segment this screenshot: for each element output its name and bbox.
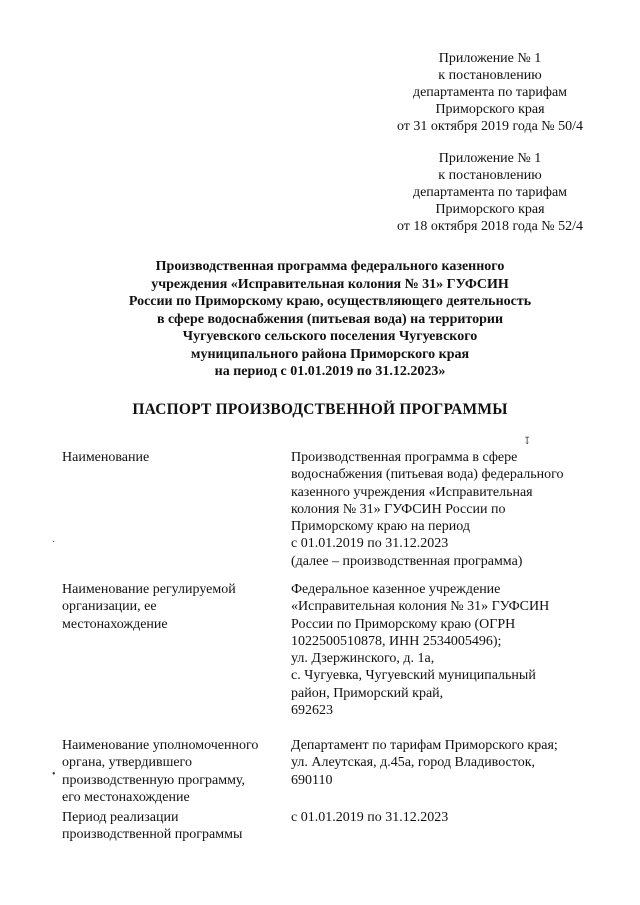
- value-line: с. Чугуевка, Чугуевский муниципальный: [291, 668, 536, 684]
- annex-line: от 18 октября 2018 года № 52/4: [396, 219, 584, 234]
- value-line: район, Приморский край,: [291, 685, 444, 701]
- annex-line: Приморского края: [435, 202, 545, 217]
- row-value: [291, 449, 601, 570]
- label-line: производственную программу,: [62, 772, 246, 788]
- row-label: [62, 809, 282, 844]
- title-line: России по Приморскому краю, осуществляющего деятельность: [128, 294, 532, 309]
- annex-line: от 31 октября 2019 года № 50/4: [396, 119, 584, 134]
- title-line: в сфере водоснабжения (питьевая вода) на территории: [156, 311, 504, 327]
- value-line: с 01.01.2019 по 31.12.2023: [291, 810, 449, 825]
- value-line: России по Приморскому краю (ОГРН: [291, 616, 516, 632]
- label-line: организации, ее: [62, 599, 157, 615]
- row-label: [62, 449, 282, 466]
- label-line: Наименование: [62, 450, 150, 465]
- scan-speck-mark: ↧: [523, 436, 532, 447]
- label-line: Наименование регулируемой: [62, 582, 236, 597]
- scan-speck-mark: ˙: [52, 540, 56, 551]
- value-line: водоснабжения (питьевая вода) федерального: [291, 467, 564, 483]
- value-line: Департамент по тарифам Приморского края;: [291, 738, 558, 753]
- annex-line: Приложение № 1: [438, 151, 542, 166]
- value-line: Приморскому краю на период: [291, 519, 470, 535]
- value-line: с 01.01.2019 по 31.12.2023: [291, 536, 449, 552]
- annex-line: департамента по тарифам: [412, 85, 568, 100]
- value-line: ул. Дзержинского, д. 1а,: [291, 651, 435, 667]
- label-line: Период реализации: [62, 810, 179, 825]
- label-line: Наименование уполномоченного: [62, 738, 259, 753]
- title-line: Производственная программа федерального казенного: [155, 259, 505, 274]
- scan-speck-mark: •: [52, 769, 56, 780]
- annex-line: департамента по тарифам: [412, 185, 568, 200]
- annex-block-2: [380, 150, 600, 235]
- row-label: [62, 581, 282, 633]
- value-line: ул. Алеутская, д.45а, город Владивосток,: [291, 755, 535, 771]
- program-title: [60, 258, 600, 381]
- passport-heading: ПАСПОРТ ПРОИЗВОДСТВЕННОЙ ПРОГРАММЫ: [132, 401, 508, 418]
- row-value: [291, 809, 601, 826]
- title-line: Чугуевского сельского поселения Чугуевского: [182, 329, 478, 344]
- annex-line: Приложение № 1: [438, 51, 542, 66]
- value-line: Федеральное казенное учреждение: [291, 582, 501, 597]
- value-line: казенного учреждения «Исправительная: [291, 484, 533, 500]
- value-line: 1022500510878, ИНН 2534005496);: [291, 633, 502, 649]
- annex-line: Приморского края: [435, 102, 545, 117]
- row-value: [291, 581, 601, 719]
- value-line: 692623: [291, 703, 333, 719]
- label-line: производственной программы: [62, 827, 243, 843]
- row-value: [291, 737, 601, 789]
- title-line: на период с 01.01.2019 по 31.12.2023»: [214, 364, 446, 379]
- label-line: его местонахождение: [62, 789, 190, 805]
- value-line: 690110: [291, 772, 333, 788]
- annex-line: к постановлению: [438, 168, 542, 183]
- label-line: местонахождение: [62, 616, 168, 632]
- row-label: [62, 737, 282, 806]
- title-line: учреждения «Исправительная колония № 31» ГУФСИН: [151, 276, 509, 292]
- annex-block-1: [380, 50, 600, 135]
- title-line: муниципального района Приморского края: [190, 346, 470, 362]
- value-line: (далее – производственная программа): [291, 553, 523, 569]
- value-line: Производственная программа в сфере: [291, 450, 518, 465]
- annex-line: к постановлению: [438, 68, 542, 83]
- value-line: «Исправительная колония № 31» ГУФСИН: [291, 599, 550, 615]
- value-line: колония № 31» ГУФСИН России по: [291, 501, 506, 517]
- label-line: органа, утвердившего: [62, 755, 192, 771]
